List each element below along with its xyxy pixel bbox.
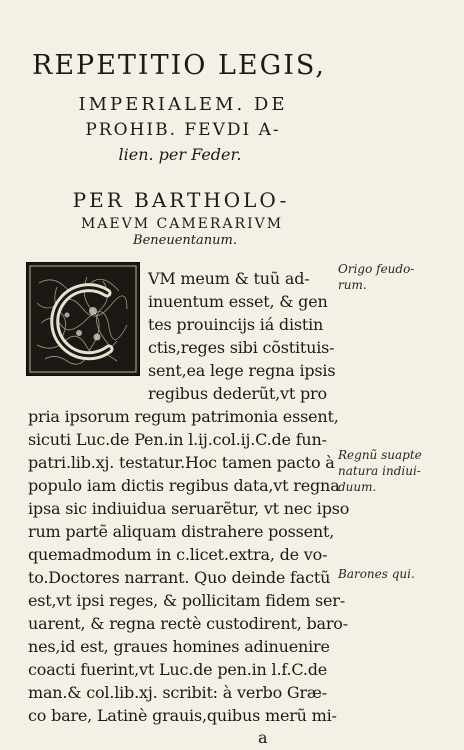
body-line: coacti fuerint,vt Luc.de pen.in l.f.C.de	[28, 660, 328, 679]
body-line: patri.lib.xj. testatur.Hoc tamen pacto à	[28, 453, 335, 472]
marginal-note-line: rum.	[338, 278, 367, 292]
author-line-1: PER BARTHOLO-	[72, 188, 290, 212]
woodcut-illustration-icon	[27, 263, 139, 375]
marginal-note-line: natura indiui-	[338, 464, 421, 478]
decorated-initial-c-woodcut	[26, 262, 140, 376]
body-line: ctis,reges sibi cõstituis-	[148, 338, 335, 357]
body-line: ipsa sic indiuidua seruarẽtur, vt nec ipso	[28, 499, 350, 518]
title-line-1: REPETITIO LEGIS,	[32, 50, 326, 81]
body-line: sent,ea lege regna ipsis	[148, 361, 336, 380]
body-line: to.Doctores narrant. Quo deinde factũ	[28, 568, 331, 587]
marginal-note-line: duum.	[338, 480, 377, 494]
body-line: est,vt ipsi reges, & pollicitam fidem ser-	[28, 591, 345, 610]
body-line: VM meum & tuũ ad-	[148, 269, 310, 288]
body-line: nes,id est, graues homines adinuenire	[28, 637, 330, 656]
signature-mark: a	[258, 728, 268, 747]
body-line: inuentum esset, & gen	[148, 292, 328, 311]
author-line-2: MAEVM CAMERARIVM	[80, 216, 284, 232]
body-line: uarent, & regna rectè custodirent, baro-	[28, 614, 348, 633]
body-line: pria ipsorum regum patrimonia essent,	[28, 407, 339, 426]
marginal-note-line: Origo feudo-	[338, 262, 415, 276]
body-line: rum partẽ aliquam distrahere possent,	[28, 522, 335, 541]
body-line: quemadmodum in c.licet.extra, de vo-	[28, 545, 328, 564]
body-line: sicuti Luc.de Pen.in l.ij.col.ij.C.de fun-	[28, 430, 327, 449]
marginal-note-line: Regnũ suapte	[338, 448, 422, 462]
body-line: tes prouincijs iá distin	[148, 315, 324, 334]
title-line-2: IMPERIALEM. DE	[78, 94, 288, 115]
body-line: populo iam dictis regibus data,vt regna	[28, 476, 340, 495]
title-line-3: PROHIB. FEVDI A-	[85, 120, 281, 140]
author-line-3: Beneuentanum.	[133, 233, 237, 248]
body-line: regibus dederũt,vt pro	[148, 384, 327, 403]
marginal-note-line: Barones qui.	[338, 567, 415, 581]
body-line: co bare, Latinè grauis,quibus merũ mi-	[28, 706, 337, 725]
body-line: man.& col.lib.xj. scribit: à verbo Græ-	[28, 683, 327, 702]
title-line-4: lien. per Feder.	[118, 145, 242, 164]
